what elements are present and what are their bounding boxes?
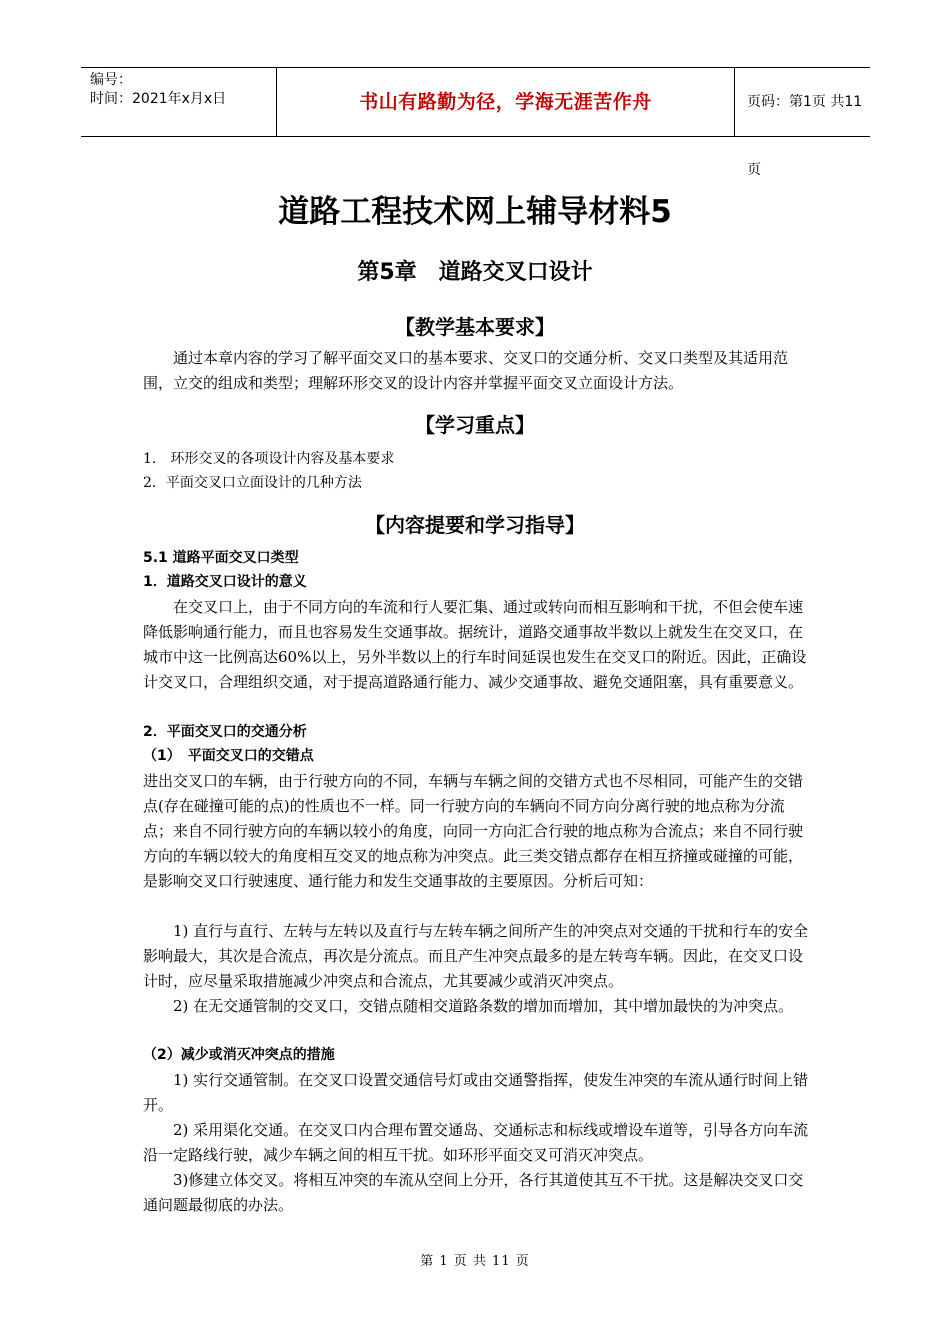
document-title: 道路工程技术网上辅导材料5	[278, 194, 672, 230]
section-heading-contents: 【内容提要和学习指导】	[365, 513, 585, 537]
subsection-heading: （2）减少或消灭冲突点的措施	[143, 1047, 335, 1063]
section-heading-key-points: 【学习重点】	[415, 413, 535, 437]
header-meta	[81, 68, 277, 136]
key-point-item: 2．平面交叉口立面设计的几种方法	[143, 475, 362, 491]
number-label: 编号：	[90, 72, 132, 88]
paragraph: 2) 采用渠化交通。在交叉口内合理布置交通岛、交通标志和标线或增设车道等，引导各方向车流沿一定路线行驶，减少车辆之间的相互干扰。如环形平面交叉可消灭冲突点。	[143, 1121, 809, 1164]
subsection-heading: （1） 平面交叉口的交错点	[143, 748, 314, 764]
paragraph: 在交叉口上，由于不同方向的车流和行人要汇集、通过或转向而相互影响和干扰，不但会使车速降低影响通行能力，而且也容易发生交通事故。据统计，道路交通事故半数以上就发生在交叉口，在城市中这一比例高达60%以上，另外半数以上的行车时间延误也发生在交叉口的附近。因此，正确设计交叉口，合理组织交通，对于提高道路通行能力、减少交通事故、避免交通阻塞，具有重要意义。	[143, 598, 807, 691]
header-motto: 书山有路勤为径，学海无涯苦作舟	[277, 68, 735, 136]
key-point-item: 1. 环形交叉的各项设计内容及基本要求	[143, 451, 395, 467]
subsection-heading: 2．平面交叉口的交通分析	[143, 724, 307, 740]
header-page-info: 页码：第1页 共11页	[747, 94, 863, 178]
page-footer: 第 1 页 共 11 页	[420, 1254, 530, 1269]
requirements-paragraph: 通过本章内容的学习了解平面交叉口的基本要求、交叉口的交通分析、交叉口类型及其适用范围，立交的组成和类型；理解环形交叉的设计内容并掌握平面交叉立面设计方法。	[143, 349, 789, 392]
paragraph: 1) 直行与直行、左转与左转以及直行与左转车辆之间所产生的冲突点对交通的干扰和行车的安全影响最大，其次是合流点，再次是分流点。而且产生冲突点最多的是左转弯车辆。因此，在交叉口设计时，应尽量采取措施减少冲突点和合流点，尤其要减少或消灭冲突点。	[143, 922, 809, 990]
subsection-heading: 5.1 道路平面交叉口类型	[143, 550, 299, 566]
paragraph: 2) 在无交通管制的交叉口，交错点随相交道路条数的增加而增加，其中增加最快的为冲突点。	[173, 997, 794, 1015]
paragraph: 3)修建立体交叉。将相互冲突的车流从空间上分开，各行其道使其互不干扰。这是解决交叉口交通问题最彻底的办法。	[143, 1171, 804, 1214]
paragraph: 1) 实行交通管制。在交叉口设置交通信号灯或由交通警指挥，使发生冲突的车流从通行时间上错开。	[143, 1071, 809, 1114]
paragraph: 进出交叉口的车辆，由于行驶方向的不同，车辆与车辆之间的交错方式也不尽相同，可能产生的交错点(存在碰撞可能的点)的性质也不一样。同一行驶方向的车辆向不同方向分离行驶的地点称为分流点；来自不同行驶方向的车辆以较小的角度，向同一方向汇合行驶的地点称为合流点；来自不同行驶方向的车辆以较大的角度相互交叉的地点称为冲突点。此三类交错点都存在相互挤撞或碰撞的可能，是影响交叉口行驶速度、通行能力和发生交通事故的主要原因。分析后可知：	[143, 772, 804, 890]
subsection-heading: 1．道路交叉口设计的意义	[143, 574, 307, 590]
time-label: 时间：2021年x月x日	[90, 91, 227, 107]
page-header	[81, 67, 870, 178]
chapter-title: 第5章 道路交叉口设计	[357, 260, 593, 285]
section-heading-requirements: 【教学基本要求】	[395, 315, 555, 339]
